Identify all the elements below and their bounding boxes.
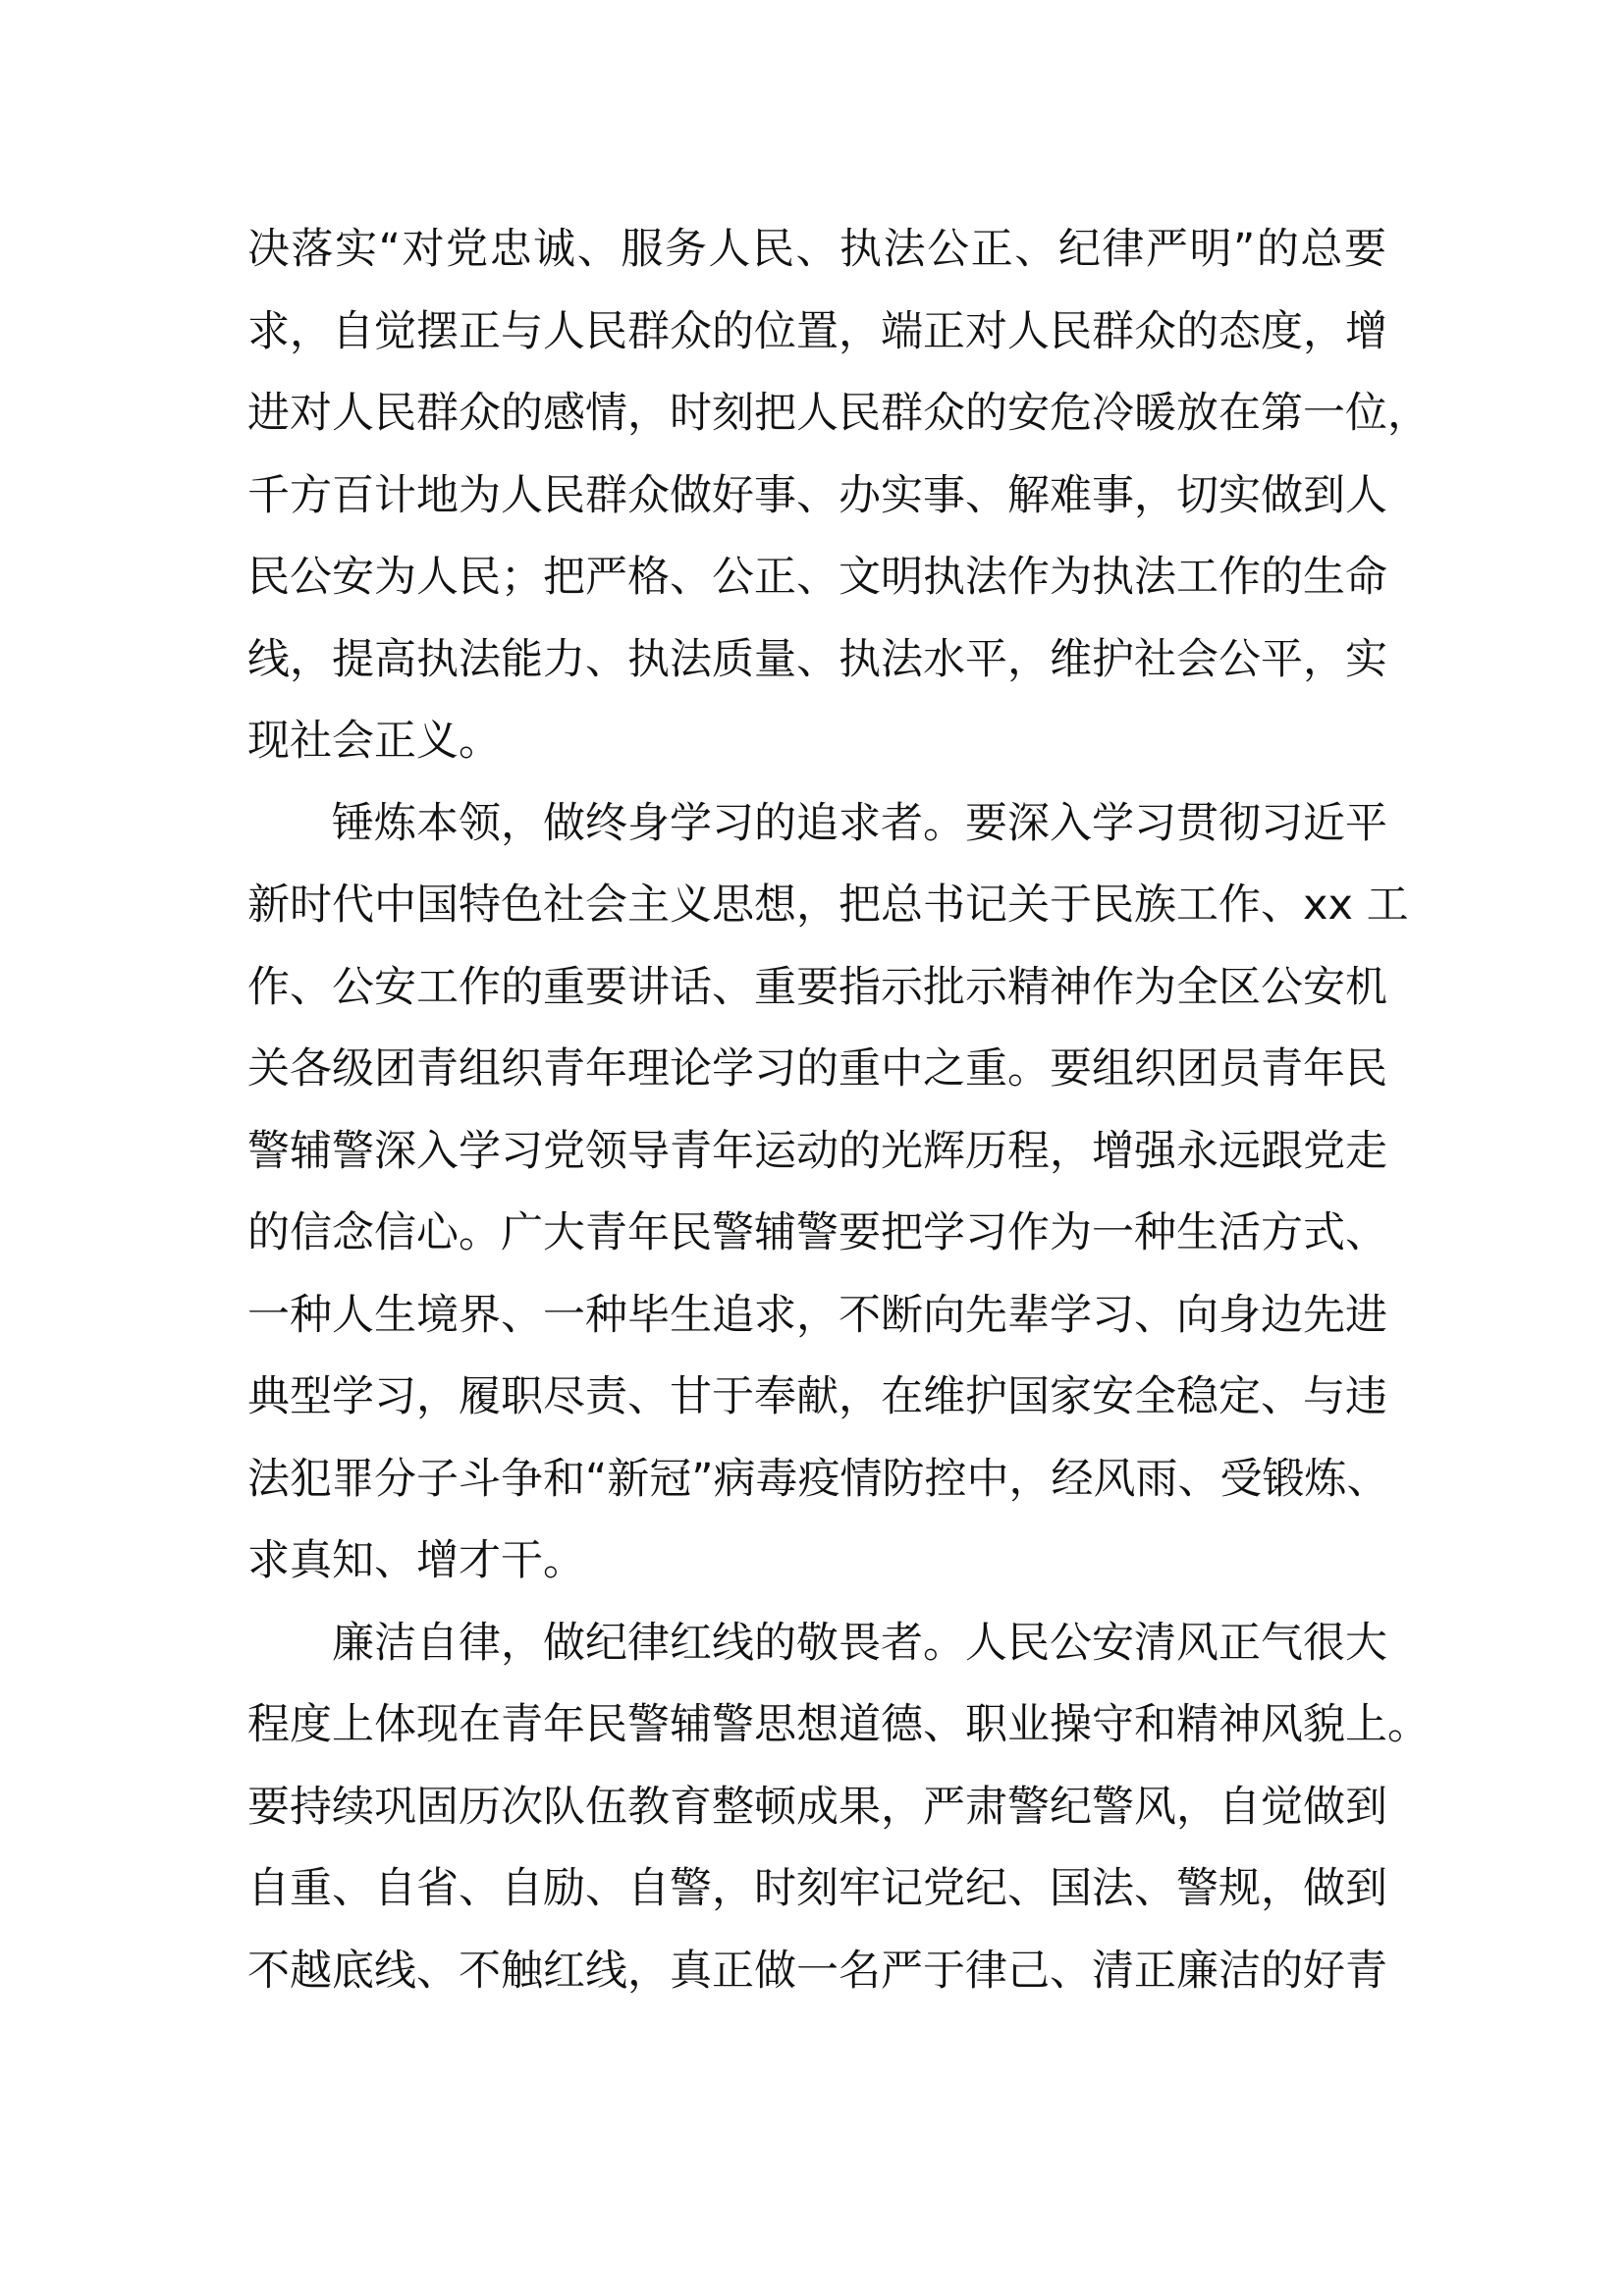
- paragraph-3: [247, 1603, 1430, 2013]
- paragraph-1: [247, 209, 1430, 783]
- text-line: 要持续巩固历次队伍教育整顿成果，严肃警纪警风，自觉做到: [247, 1782, 1387, 1832]
- text-line: 求，自觉摆正与人民群众的位置，端正对人民群众的态度，增: [247, 306, 1387, 356]
- text-line: 决落实“对党忠诚、服务人民、执法公正、纪律严明”的总要: [247, 225, 1386, 274]
- text-line: 法犯罪分子斗争和“新冠”病毒疫情防控中，经风雨、受锻炼、: [247, 1454, 1389, 1504]
- text-line: 不越底线、不触红线，真正做一名严于律己、清正廉洁的好青: [247, 1946, 1387, 1996]
- text-line: 锤炼本领，做终身学习的追求者。要深入学习贯彻习近平: [332, 798, 1387, 848]
- text-line: 千方百计地为人民群众做好事、办实事、解难事，切实做到人: [247, 470, 1387, 520]
- document-page: [247, 209, 1430, 2012]
- text-line: 的信念信心。广大青年民警辅警要把学习作为一种生活方式、: [247, 1208, 1387, 1257]
- text-line: 线，提高执法能力、执法质量、执法水平，维护社会公平，实: [247, 634, 1387, 684]
- text-line: 求真知、增才干。: [247, 1536, 585, 1585]
- text-line: 民公安为人民；把严格、公正、文明执法作为执法工作的生命: [247, 553, 1387, 602]
- text-line: 现社会正义。: [247, 717, 501, 766]
- paragraph-2: [247, 783, 1409, 1603]
- text-line: 廉洁自律，做纪律红线的敬畏者。人民公安清风正气很大: [332, 1618, 1387, 1668]
- text-line: 进对人民群众的感情，时刻把人民群众的安危冷暖放在第一位，: [247, 389, 1430, 438]
- text-line: 典型学习，履职尽责、甘于奉献，在维护国家安全稳定、与违: [247, 1372, 1387, 1421]
- text-line: 自重、自省、自励、自警，时刻牢记党纪、国法、警规，做到: [247, 1864, 1387, 1913]
- text-line: 关各级团青组织青年理论学习的重中之重。要组织团员青年民: [247, 1044, 1387, 1094]
- text-line: 作、公安工作的重要讲话、重要指示批示精神作为全区公安机: [247, 962, 1387, 1012]
- text-line: 一种人生境界、一种毕生追求，不断向先辈学习、向身边先进: [247, 1290, 1387, 1340]
- text-line: 程度上体现在青年民警辅警思想道德、职业操守和精神风貌上。: [247, 1700, 1430, 1749]
- text-line: 警辅警深入学习党领导青年运动的光辉历程，增强永远跟党走: [247, 1126, 1387, 1176]
- text-line: 新时代中国特色社会主义思想，把总书记关于民族工作、xx 工: [247, 881, 1409, 930]
